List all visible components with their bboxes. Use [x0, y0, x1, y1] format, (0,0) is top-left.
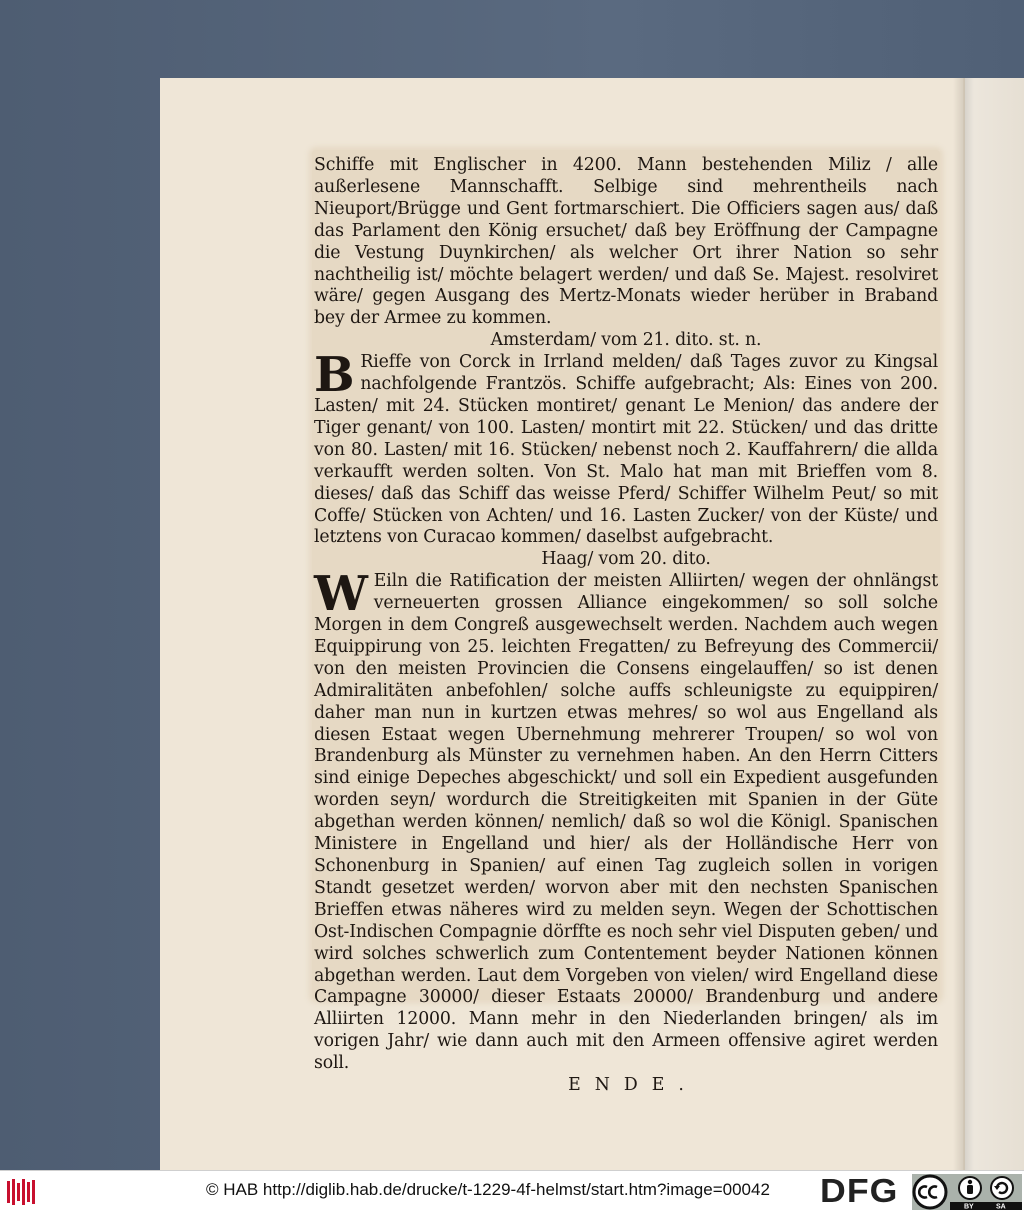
paragraph-3 [314, 566, 938, 1075]
footer-bar [0, 1170, 1024, 1212]
license-badge-strip [950, 1202, 1022, 1210]
cc-icon [914, 1176, 946, 1208]
by-icon [959, 1177, 981, 1199]
paragraph-2-text: Rieffe von Corck in Irrland melden/ daß Tages zuvor zu Kingsal nachfolgende Frantzös. Schiffe aufgebracht; Als: Eines von 200. Lasten/ mit 24. Stücken montiret/ genant Le Menion/ das andere der Tiger genant/ von 100. Lasten/ montirt mit 22. Stücken/ und das dritte von 80. Lasten/ mit 16. Stücken/ nebenst noch 2. Kauffahrern/ die allda verkaufft werden solten. Von St. Malo hat man mit Brieffen vom 8. dieses/ daß das Schiff das weisse Pferd/ Schiffer Wilhelm Peut/ so mit Coffe/ Stücken von Achten/ und 16. Lasten Zucker/ von der Küste/ und letztens von Curacao kommen/ daselbst aufgebracht. [314, 352, 938, 548]
paragraph-3-text: Eiln die Ratification der meisten Alliirten/ wegen der ohnlängst verneuerten grossen Alliance eingekommen/ so soll solche Morgen in dem Congreß ausgewechselt werden. Nachdem auch wegen Equippirung von 25. leichten Fregatten/ zu Befreyung des Commercii/ von den meisten Provincien die Consens eingelauffen/ so ist denen Admiralitäten anbefohlen/ solche auffs schleunigste zu equippiren/ daher man nun in kurtzen etwas mehres/ so wol aus Engelland als diesen Estaat wegen Ubernehmung mehrerer Troupen/ so wol von Brandenburg als Münster zu vernehmen haben. An den Herrn Citters sind einige Depeches abgeschickt/ und soll ein Expedient ausgefunden worden seyn/ wordurch die Streitigkeiten mit Spanien in der Güte abgethan werden können/ nemlich/ daß so wol die Königl. Spanischen Ministere in Engelland und hier/ als der Holländische Herr von Schonenburg in Spanien/ auf einen Tag zugleich sollen in vorigen Standt gesetzet werden/ worvon aber mit den nechsten Spanischen Brieffen etwas näheres wird zu melden seyn. Wegen der Schottischen Ost-Indischen Compagnie dörffte es noch sehr viel Disputen geben/ und wird solches schwerlich zum Contentement beyder Nationen können abgethan werden. Laut dem Vorgeben von vielen/ wird Engelland diese Campagne 30000/ dieser Estaats 20000/ Brandenburg und andere Alliirten 12000. Mann mehr in den Niederlanden bringen/ als im vorigen Jahr/ wie dann auch mit den Armeen offensive agiret werden soll. [314, 571, 938, 1074]
cc-by-label: BY [964, 1203, 974, 1210]
dropcap-b: B [314, 347, 355, 404]
heading-amsterdam: Amsterdam/ vom 21. dito. st. n. [490, 330, 762, 351]
adjacent-page-ghost-text [965, 78, 1024, 168]
ende-mark: ENDE. [568, 1075, 698, 1096]
page-text [314, 155, 938, 1097]
heading-haag: Haag/ vom 20. dito. [541, 549, 711, 570]
paragraph-1: Schiffe mit Englischer in 4200. Mann bestehenden Miliz / alle außerlesene Mannschafft. Selbige sind mehrentheils nach Nieuport/Brügge und Gent fortmarschiert. Die Officiers sagen aus/ daß das Parlament den König ersuchet/ daß bey Eröffnung der Campagne die Vestung Duynkirchen/ als welcher Ort ihrer Nation so sehr nachtheilig ist/ möchte belagert werden/ und daß Se. Majest. resolviret wäre/ gegen Ausgang des Mertz-Monats wieder herüber in Braband bey der Armee zu kommen. [314, 155, 938, 329]
dfg-logo: DFG [820, 1172, 899, 1209]
cc-by-sa-license-icon[interactable] [912, 1174, 1022, 1210]
cc-sa-label: SA [996, 1203, 1006, 1210]
dropcap-w: W [314, 566, 368, 623]
adjacent-page-edge [965, 78, 1024, 1170]
hab-logo-icon [6, 1177, 36, 1207]
paragraph-2 [314, 347, 938, 549]
credit-link[interactable]: © HAB http://diglib.hab.de/drucke/t-1229-4f-helmst/start.htm?image=00042 [206, 1180, 770, 1199]
sa-icon [991, 1177, 1013, 1199]
